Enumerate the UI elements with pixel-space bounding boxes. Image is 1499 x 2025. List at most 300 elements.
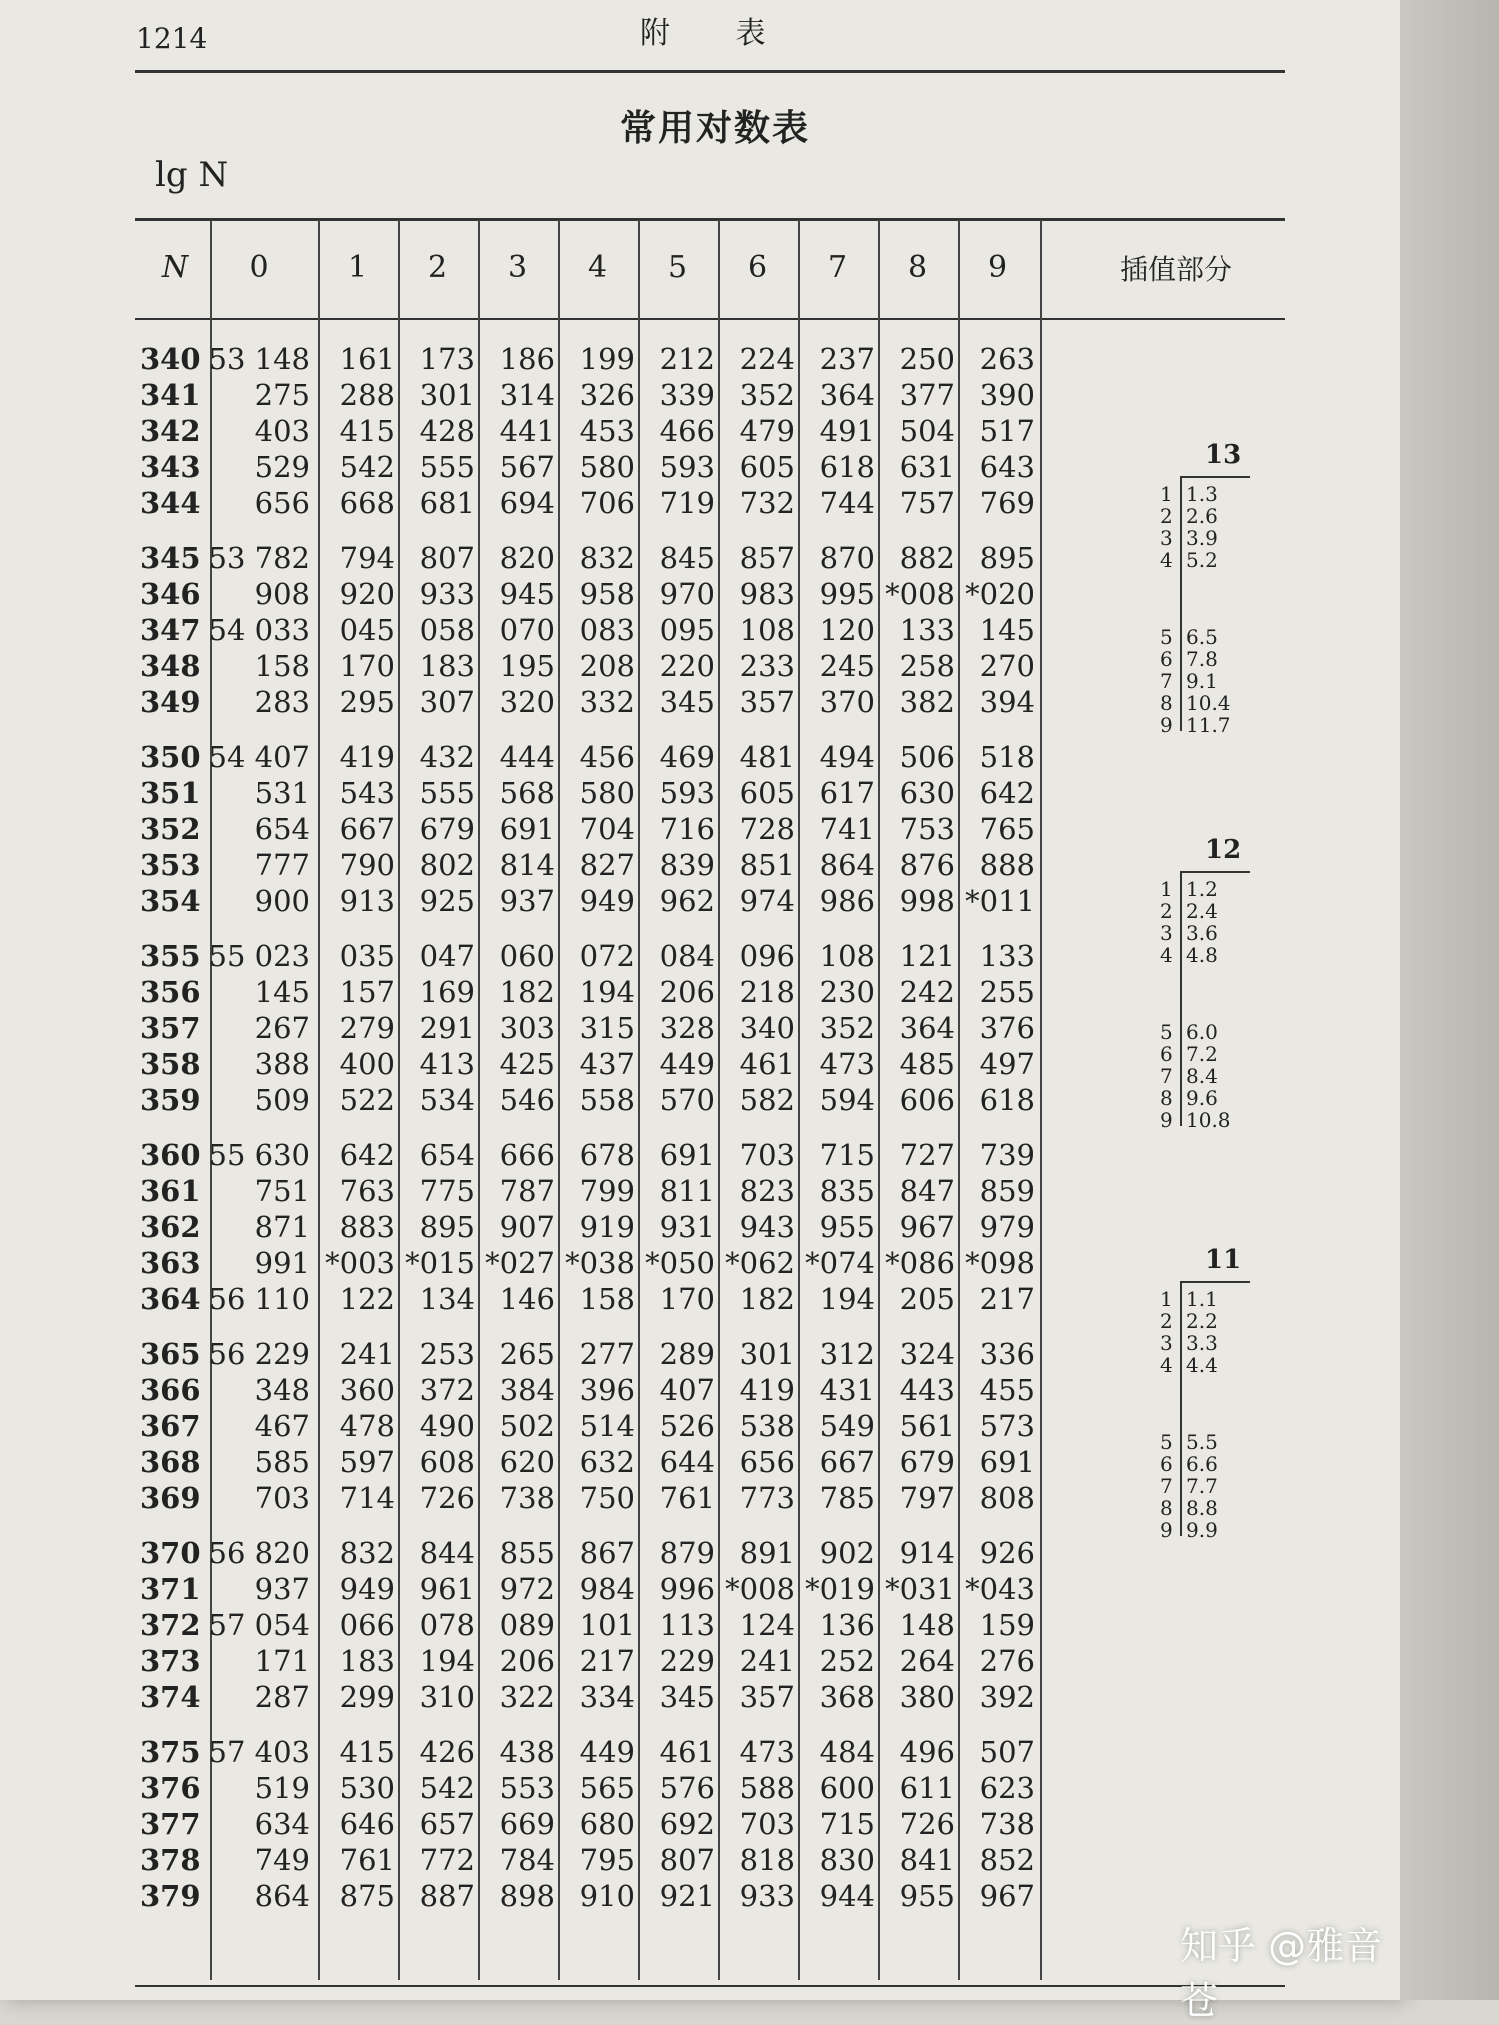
table-cell: 394	[979, 685, 1035, 719]
table-cell: 199	[579, 342, 635, 376]
table-cell: 364	[899, 1011, 955, 1045]
interpolation-row	[1160, 1309, 1218, 1333]
table-cell: 340	[739, 1011, 795, 1045]
table-cell: 907	[499, 1210, 555, 1244]
table-cell: 845	[659, 541, 715, 575]
table-cell: 794	[339, 541, 395, 575]
interpolation-digit: 6	[1160, 1042, 1173, 1066]
table-cell: 618	[979, 1083, 1035, 1117]
table-cell: 264	[899, 1644, 955, 1678]
table-cell: 195	[499, 649, 555, 683]
table-cell: 757	[899, 486, 955, 520]
table-cell: 56 110	[208, 1282, 310, 1316]
table-cell: 558	[579, 1083, 635, 1117]
table-cell: 288	[339, 378, 395, 412]
interpolation-digit: 8	[1160, 1086, 1173, 1110]
row-n: 364	[140, 1282, 201, 1316]
interpolation-row	[1160, 625, 1218, 649]
table-cell: 543	[339, 776, 395, 810]
row-n: 379	[140, 1879, 201, 1913]
table-cell: 811	[659, 1174, 715, 1208]
table-cell: 431	[819, 1373, 875, 1407]
table-cell: 704	[579, 812, 635, 846]
table-cell: 538	[739, 1409, 795, 1443]
row-n: 362	[140, 1210, 201, 1244]
table-cell: 322	[499, 1680, 555, 1714]
table-cell: 145	[254, 975, 310, 1009]
table-cell: *043	[965, 1572, 1035, 1606]
table-cell: *074	[805, 1246, 875, 1280]
row-n: 354	[140, 884, 201, 918]
table-cell: 691	[979, 1445, 1035, 1479]
page-number: 1214	[136, 22, 208, 55]
table-cell: 283	[254, 685, 310, 719]
table-cell: 484	[819, 1735, 875, 1769]
table-cell: 749	[254, 1843, 310, 1877]
table-cell: 441	[499, 414, 555, 448]
table-cell: *031	[885, 1572, 955, 1606]
table-cell: 303	[499, 1011, 555, 1045]
table-cell: 631	[899, 450, 955, 484]
table-cell: 680	[579, 1807, 635, 1841]
interpolation-value: 11.7	[1186, 713, 1231, 737]
interpolation-digit: 4	[1160, 548, 1173, 572]
table-cell: 761	[339, 1843, 395, 1877]
table-cell: 194	[419, 1644, 475, 1678]
table-cell: 289	[659, 1337, 715, 1371]
table-cell: 205	[899, 1282, 955, 1316]
table-cell: 53 148	[208, 342, 310, 376]
table-cell: 703	[254, 1481, 310, 1515]
row-n: 340	[140, 342, 201, 376]
table-cell: 478	[339, 1409, 395, 1443]
interpolation-value: 4.4	[1186, 1353, 1218, 1377]
interpolation-value: 8.4	[1186, 1064, 1218, 1088]
row-n: 342	[140, 414, 201, 448]
table-cell: 208	[579, 649, 635, 683]
table-cell: 919	[579, 1210, 635, 1244]
table-cell: 820	[499, 541, 555, 575]
table-cell: 253	[419, 1337, 475, 1371]
table-cell: 517	[979, 414, 1035, 448]
table-cell: 576	[659, 1771, 715, 1805]
table-cell: 847	[899, 1174, 955, 1208]
table-cell: 921	[659, 1879, 715, 1913]
interpolation-value: 3.6	[1186, 921, 1218, 945]
table-cell: 396	[579, 1373, 635, 1407]
table-cell: *050	[645, 1246, 715, 1280]
table-cell: 642	[339, 1138, 395, 1172]
table-cell: 914	[899, 1536, 955, 1570]
interpolation-digit: 3	[1160, 1331, 1173, 1355]
table-cell: 241	[339, 1337, 395, 1371]
table-cell: 739	[979, 1138, 1035, 1172]
table-cell: 108	[739, 613, 795, 647]
table-cell: 902	[819, 1536, 875, 1570]
table-cell: 461	[739, 1047, 795, 1081]
interpolation-digit: 9	[1160, 1108, 1173, 1132]
table-cell: *020	[965, 577, 1035, 611]
table-cell: 467	[254, 1409, 310, 1443]
row-n: 349	[140, 685, 201, 719]
table-cell: 133	[979, 939, 1035, 973]
table-cell: 509	[254, 1083, 310, 1117]
page-edge	[1400, 0, 1499, 2000]
interpolation-value: 3.3	[1186, 1331, 1218, 1355]
row-n: 363	[140, 1246, 201, 1280]
interpolation-digit: 7	[1160, 1064, 1173, 1088]
table-cell: 667	[819, 1445, 875, 1479]
table-cell: 879	[659, 1536, 715, 1570]
table-cell: 744	[819, 486, 875, 520]
table-cell: 352	[819, 1011, 875, 1045]
interpolation-rule	[1180, 476, 1250, 478]
table-cell: 657	[419, 1807, 475, 1841]
table-cell: 823	[739, 1174, 795, 1208]
row-n: 351	[140, 776, 201, 810]
interpolation-digit: 4	[1160, 1353, 1173, 1377]
table-cell: 55 023	[208, 939, 310, 973]
table-cell: 867	[579, 1536, 635, 1570]
table-cell: 360	[339, 1373, 395, 1407]
interpolation-row	[1160, 504, 1218, 528]
interpolation-digit: 2	[1160, 899, 1173, 923]
table-cell: 787	[499, 1174, 555, 1208]
interpolation-row	[1160, 713, 1231, 737]
table-cell: 345	[659, 1680, 715, 1714]
table-cell: 183	[419, 649, 475, 683]
table-cell: 949	[579, 884, 635, 918]
table-cell: 170	[339, 649, 395, 683]
table-cell: 654	[254, 812, 310, 846]
table-cell: 761	[659, 1481, 715, 1515]
row-n: 367	[140, 1409, 201, 1443]
table-cell: 895	[419, 1210, 475, 1244]
table-cell: 983	[739, 577, 795, 611]
table-cell: 784	[499, 1843, 555, 1877]
table-cell: 807	[659, 1843, 715, 1877]
row-n: 344	[140, 486, 201, 520]
table-cell: 763	[339, 1174, 395, 1208]
interpolation-row	[1160, 877, 1218, 901]
table-cell: 972	[499, 1572, 555, 1606]
table-cell: 428	[419, 414, 475, 448]
table-cell: 654	[419, 1138, 475, 1172]
table-cell: 646	[339, 1807, 395, 1841]
table-cell: *027	[485, 1246, 555, 1280]
table-cell: 620	[499, 1445, 555, 1479]
interpolation-row	[1160, 1496, 1218, 1520]
table-cell: 279	[339, 1011, 395, 1045]
table-cell: *008	[725, 1572, 795, 1606]
table-cell: 171	[254, 1644, 310, 1678]
table-cell: 726	[419, 1481, 475, 1515]
table-cell: 679	[419, 812, 475, 846]
table-cell: 194	[579, 975, 635, 1009]
table-cell: 706	[579, 486, 635, 520]
table-cell: 332	[579, 685, 635, 719]
table-cell: 230	[819, 975, 875, 1009]
interpolation-value: 9.1	[1186, 669, 1218, 693]
table-cell: 320	[499, 685, 555, 719]
row-n: 374	[140, 1680, 201, 1714]
table-cell: 715	[819, 1138, 875, 1172]
table-cell: 531	[254, 776, 310, 810]
table-cell: 618	[819, 450, 875, 484]
table-cell: 630	[899, 776, 955, 810]
table-cell: 491	[819, 414, 875, 448]
table-cell: 237	[819, 342, 875, 376]
interpolation-value: 7.7	[1186, 1474, 1218, 1498]
header-digit-0: 0	[249, 250, 269, 285]
table-cell: 546	[499, 1083, 555, 1117]
interpolation-value: 9.6	[1186, 1086, 1218, 1110]
table-cell: 715	[819, 1807, 875, 1841]
table-cell: 453	[579, 414, 635, 448]
row-n: 375	[140, 1735, 201, 1769]
table-cell: 121	[899, 939, 955, 973]
table-cell: 772	[419, 1843, 475, 1877]
header-rule	[135, 70, 1285, 73]
table-cell: 832	[579, 541, 635, 575]
table-cell: 799	[579, 1174, 635, 1208]
interpolation-head: 11	[1205, 1245, 1242, 1275]
table-cell: 328	[659, 1011, 715, 1045]
table-cell: 56 229	[208, 1337, 310, 1371]
table-cell: 967	[979, 1879, 1035, 1913]
table-cell: 437	[579, 1047, 635, 1081]
table-cell: 719	[659, 486, 715, 520]
table-cell: 818	[739, 1843, 795, 1877]
table-cell: 368	[819, 1680, 875, 1714]
table-cell: 691	[659, 1138, 715, 1172]
table-cell: 058	[419, 613, 475, 647]
table-cell: 415	[339, 1735, 395, 1769]
table-cell: 656	[254, 486, 310, 520]
interpolation-rule	[1180, 1281, 1250, 1283]
table-cell: 750	[579, 1481, 635, 1515]
header-digit-6: 6	[747, 250, 768, 285]
table-cell: *098	[965, 1246, 1035, 1280]
table-cell: 481	[739, 740, 795, 774]
table-cell: 600	[819, 1771, 875, 1805]
table-cell: 388	[254, 1047, 310, 1081]
table-cell: 108	[819, 939, 875, 973]
row-n: 356	[140, 975, 201, 1009]
interpolation-value: 6.5	[1186, 625, 1218, 649]
header-digit-2: 2	[427, 250, 448, 285]
table-header-rule	[135, 318, 1285, 320]
table-cell: 785	[819, 1481, 875, 1515]
row-n: 346	[140, 577, 201, 611]
interpolation-digit: 1	[1160, 482, 1173, 506]
row-n: 348	[140, 649, 201, 683]
table-cell: 438	[499, 1735, 555, 1769]
table-cell: 681	[419, 486, 475, 520]
table-cell: 855	[499, 1536, 555, 1570]
table-cell: 732	[739, 486, 795, 520]
table-cell: 212	[659, 342, 715, 376]
table-cell: 588	[739, 1771, 795, 1805]
interpolation-digit: 7	[1160, 669, 1173, 693]
table-cell: 55 630	[208, 1138, 310, 1172]
table-cell: 134	[419, 1282, 475, 1316]
table-cell: 984	[579, 1572, 635, 1606]
table-cell: 146	[499, 1282, 555, 1316]
table-cell: 443	[899, 1373, 955, 1407]
table-cell: 54 407	[208, 740, 310, 774]
header-digit-4: 4	[587, 250, 608, 285]
table-cell: 276	[979, 1644, 1035, 1678]
table-cell: 632	[579, 1445, 635, 1479]
interpolation-row	[1160, 1042, 1218, 1066]
table-cell: 844	[419, 1536, 475, 1570]
row-n: 358	[140, 1047, 201, 1081]
table-cell: 522	[339, 1083, 395, 1117]
table-cell: 426	[419, 1735, 475, 1769]
table-cell: *008	[885, 577, 955, 611]
table-cell: 565	[579, 1771, 635, 1805]
table-cell: 382	[899, 685, 955, 719]
table-cell: 611	[899, 1771, 955, 1805]
interpolation-digit: 5	[1160, 625, 1173, 649]
table-cell: 506	[899, 740, 955, 774]
table-cell: 072	[579, 939, 635, 973]
interpolation-digit: 8	[1160, 691, 1173, 715]
table-cell: 642	[979, 776, 1035, 810]
table-cell: 314	[499, 378, 555, 412]
table-cell: 504	[899, 414, 955, 448]
table-cell: 910	[579, 1879, 635, 1913]
row-n: 357	[140, 1011, 201, 1045]
table-cell: 206	[659, 975, 715, 1009]
table-cell: 145	[979, 613, 1035, 647]
table-title: 常用对数表	[620, 107, 811, 149]
table-cell: 585	[254, 1445, 310, 1479]
header-digit-7: 7	[827, 250, 848, 285]
header-digit-3: 3	[507, 250, 528, 285]
table-cell: 345	[659, 685, 715, 719]
table-cell: 496	[899, 1735, 955, 1769]
table-cell: 727	[899, 1138, 955, 1172]
table-cell: 413	[419, 1047, 475, 1081]
table-cell: 875	[339, 1879, 395, 1913]
table-cell: 841	[899, 1843, 955, 1877]
table-cell: 568	[499, 776, 555, 810]
table-cell: 466	[659, 414, 715, 448]
interpolation-value: 2.6	[1186, 504, 1218, 528]
interpolation-value: 1.2	[1186, 877, 1218, 901]
interpolation-row	[1160, 526, 1218, 550]
table-cell: 553	[499, 1771, 555, 1805]
header-digit-8: 8	[907, 250, 928, 285]
interpolation-value: 1.1	[1186, 1287, 1218, 1311]
table-cell: 485	[899, 1047, 955, 1081]
table-cell: 326	[579, 378, 635, 412]
table-cell: 461	[659, 1735, 715, 1769]
table-cell: 925	[419, 884, 475, 918]
interpolation-head: 13	[1205, 440, 1242, 470]
table-cell: 494	[819, 740, 875, 774]
table-cell: 083	[579, 613, 635, 647]
table-cell: 101	[579, 1608, 635, 1642]
interpolation-value: 7.2	[1186, 1042, 1218, 1066]
table-cell: 542	[339, 450, 395, 484]
table-cell: 456	[579, 740, 635, 774]
table-cell: 694	[499, 486, 555, 520]
table-cell: 949	[339, 1572, 395, 1606]
table-cell: 070	[499, 613, 555, 647]
interpolation-row	[1160, 1064, 1218, 1088]
table-cell: 926	[979, 1536, 1035, 1570]
table-cell: 120	[819, 613, 875, 647]
table-cell: 606	[899, 1083, 955, 1117]
table-cell: 827	[579, 848, 635, 882]
table-cell: 218	[739, 975, 795, 1009]
table-cell: 605	[739, 776, 795, 810]
table-cell: 469	[659, 740, 715, 774]
row-n: 347	[140, 613, 201, 647]
table-cell: 047	[419, 939, 475, 973]
table-cell: 194	[819, 1282, 875, 1316]
table-cell: 258	[899, 649, 955, 683]
table-cell: 605	[739, 450, 795, 484]
table-cell: 967	[899, 1210, 955, 1244]
table-cell: 802	[419, 848, 475, 882]
table-cell: 526	[659, 1409, 715, 1443]
table-cell: 974	[739, 884, 795, 918]
table-cell: 182	[499, 975, 555, 1009]
table-cell: 882	[899, 541, 955, 575]
table-cell: 580	[579, 450, 635, 484]
interpolation-digit: 6	[1160, 647, 1173, 671]
interpolation-value: 6.0	[1186, 1020, 1218, 1044]
table-cell: *003	[325, 1246, 395, 1280]
table-cell: 888	[979, 848, 1035, 882]
table-cell: 753	[899, 812, 955, 846]
table-cell: 580	[579, 776, 635, 810]
table-cell: 217	[579, 1644, 635, 1678]
table-cell: 384	[499, 1373, 555, 1407]
interpolation-digit: 6	[1160, 1452, 1173, 1476]
table-cell: 157	[339, 975, 395, 1009]
table-cell: 900	[254, 884, 310, 918]
table-cell: 217	[979, 1282, 1035, 1316]
table-cell: 864	[254, 1879, 310, 1913]
row-n: 345	[140, 541, 201, 575]
table-cell: 479	[739, 414, 795, 448]
table-cell: 425	[499, 1047, 555, 1081]
table-cell: 312	[819, 1337, 875, 1371]
interpolation-digit: 9	[1160, 713, 1173, 737]
interpolation-value: 10.8	[1186, 1108, 1231, 1132]
interpolation-row	[1160, 1518, 1218, 1542]
table-cell: 852	[979, 1843, 1035, 1877]
table-cell: 667	[339, 812, 395, 846]
table-cell: 859	[979, 1174, 1035, 1208]
row-n: 366	[140, 1373, 201, 1407]
row-n: 376	[140, 1771, 201, 1805]
table-cell: 703	[739, 1807, 795, 1841]
table-cell: 669	[499, 1807, 555, 1841]
interpolation-row	[1160, 899, 1218, 923]
interpolation-digit: 2	[1160, 504, 1173, 528]
table-cell: 830	[819, 1843, 875, 1877]
row-n: 372	[140, 1608, 201, 1642]
interpolation-digit: 3	[1160, 526, 1173, 550]
interpolation-digit: 5	[1160, 1430, 1173, 1454]
table-cell: 961	[419, 1572, 475, 1606]
